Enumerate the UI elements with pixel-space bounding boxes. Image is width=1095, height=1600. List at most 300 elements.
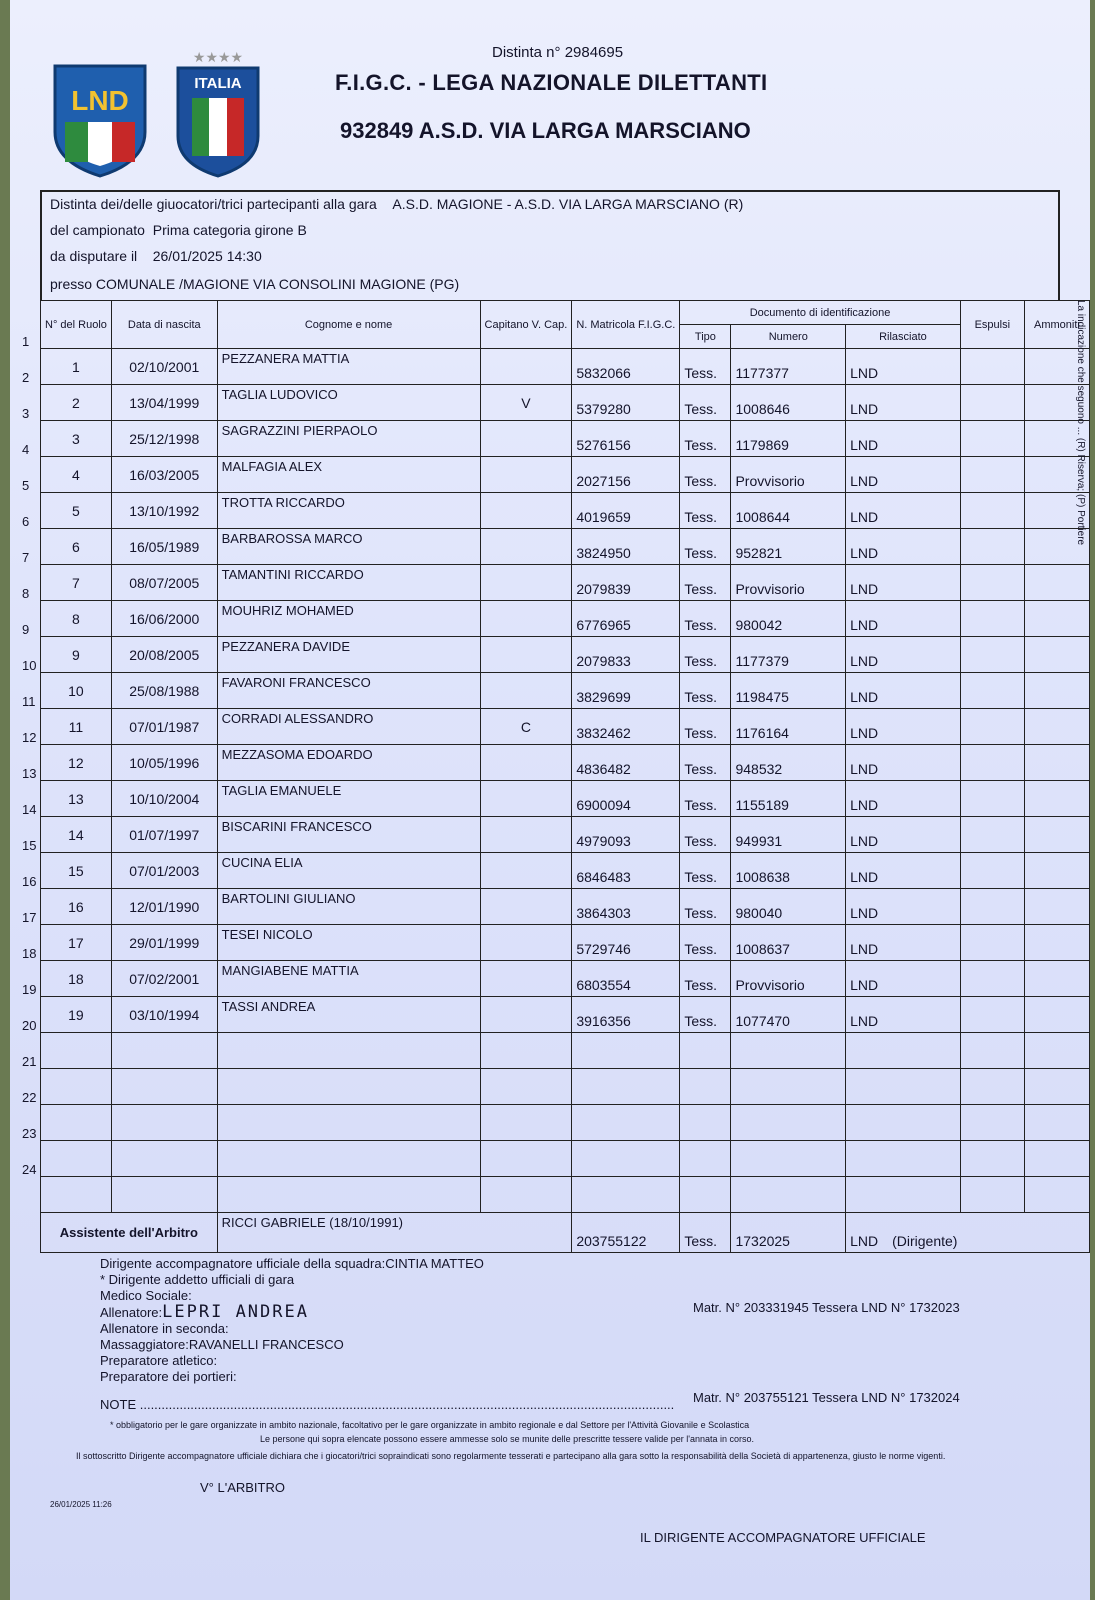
cell-rilasciato: LND [846,421,961,457]
preparatore-portieri-line: Preparatore dei portieri: [100,1369,237,1384]
note-line: NOTE .................................................................................................................................................... [100,1397,675,1412]
row-index: 16 [22,874,37,889]
cell-rilasciato: LND [846,817,961,853]
table-row [41,889,1090,925]
cell-matricola: 6776965 [572,601,680,637]
cell-ruolo: 17 [41,925,112,961]
cell-ruolo: 13 [41,781,112,817]
cell-capitano [480,529,572,565]
cell-numero: 1077470 [731,997,846,1033]
allenatore2-line: Allenatore in seconda: [100,1321,229,1336]
cell-nome: CORRADI ALESSANDRO [217,709,480,745]
row-index: 3 [22,406,30,421]
cell-nome: TROTTA RICCARDO [217,493,480,529]
cell-rilasciato: LND [846,925,961,961]
massaggiatore-line: Massaggiatore:RAVANELLI FRANCESCO [100,1337,344,1352]
cell-numero: 1179869 [731,421,846,457]
cell-nascita: 13/10/1992 [111,493,217,529]
cell-numero: 1008637 [731,925,846,961]
table-row [41,457,1090,493]
cell-nascita: 08/07/2005 [111,565,217,601]
cell-espulsi [960,673,1024,709]
cell-matricola: 3824950 [572,529,680,565]
cell-nascita: 10/05/1996 [111,745,217,781]
cell-numero: 1008644 [731,493,846,529]
cell-matricola [572,1177,680,1213]
info-label: presso [50,276,93,292]
info-line-match [50,196,743,212]
cell-nome: MEZZASOMA EDOARDO [217,745,480,781]
cell-capitano [480,457,572,493]
table-row [41,925,1090,961]
cell-ruolo [41,1033,112,1069]
cell-numero: Provvisorio [731,565,846,601]
team-title: 932849 A.S.D. VIA LARGA MARSCIANO [340,118,751,143]
cell-tipo [680,1141,731,1177]
cell-tipo: Tess. [680,853,731,889]
cell-espulsi [960,1141,1024,1177]
allenatore-label: Allenatore: [100,1305,163,1320]
cell-numero: 949931 [731,817,846,853]
row-index: 11 [22,694,36,709]
table-row [41,853,1090,889]
cell-capitano [480,1033,572,1069]
cell-nome: PEZZANERA DAVIDE [217,637,480,673]
cell-capitano [480,817,572,853]
cell-capitano [480,889,572,925]
cell-ruolo: 12 [41,745,112,781]
cell-numero [731,1141,846,1177]
side-note-text: La indicazione che seguono ... (R) Riserva; (P) Portiere [1075,300,1086,546]
cell-matricola [572,1069,680,1105]
cell-capitano [480,961,572,997]
cell-nascita: 16/05/1989 [111,529,217,565]
cell-nascita: 12/01/1990 [111,889,217,925]
cell-tipo: Tess. [680,457,731,493]
cell-capitano [480,565,572,601]
cell-matricola: 6900094 [572,781,680,817]
cell-capitano: V [480,385,572,421]
cell-ammoniti [1024,1033,1089,1069]
cell-numero: 980042 [731,601,846,637]
cell-rilasciato [846,1105,961,1141]
table-row [41,1033,1090,1069]
cell-espulsi [960,1033,1024,1069]
row-index: 17 [22,910,37,925]
cell-tipo: Tess. [680,997,731,1033]
cell-espulsi [960,745,1024,781]
row-index: 24 [22,1162,37,1177]
cell-nome: CUCINA ELIA [217,853,480,889]
cell-capitano [480,1105,572,1141]
header-numero: Numero [731,325,846,349]
cell-nome: BARTOLINI GIULIANO [217,889,480,925]
cell-matricola: 6846483 [572,853,680,889]
info-line-championship [50,222,307,238]
cell-tipo: Tess. [680,565,731,601]
allenatore-line [100,1304,674,1321]
cell-nascita: 02/10/2001 [111,349,217,385]
table-row [41,745,1090,781]
cell-capitano [480,421,572,457]
cell-matricola: 5379280 [572,385,680,421]
cell-ruolo: 10 [41,673,112,709]
cell-capitano [480,349,572,385]
cell-ruolo: 3 [41,421,112,457]
allenatore-handwritten: LEPRI ANDREA [162,1302,309,1322]
header-nome: Cognome e nome [217,301,480,349]
row-index: 18 [22,946,37,961]
cell-nome [217,1141,480,1177]
lnd-logo [50,62,150,180]
cell-nome [217,1177,480,1213]
cell-rilasciato: LND [846,601,961,637]
assistant-tipo: Tess. [680,1213,731,1253]
cell-nome: TASSI ANDREA [217,997,480,1033]
header-ruolo: N° del Ruolo [41,301,112,349]
cell-rilasciato: LND [846,493,961,529]
cell-espulsi [960,565,1024,601]
cell-rilasciato: LND [846,853,961,889]
cell-tipo: Tess. [680,529,731,565]
cell-rilasciato: LND [846,709,961,745]
cell-matricola: 3864303 [572,889,680,925]
cell-tipo: Tess. [680,781,731,817]
cell-tipo [680,1069,731,1105]
cell-nascita: 03/10/1994 [111,997,217,1033]
cell-matricola: 5832066 [572,349,680,385]
cell-matricola: 2079839 [572,565,680,601]
cell-numero: Provvisorio [731,457,846,493]
cell-numero [731,1069,846,1105]
cell-numero: 1008646 [731,385,846,421]
svg-text:★★★★: ★★★★ [192,50,244,66]
cell-espulsi [960,961,1024,997]
cell-ruolo [41,1105,112,1141]
cell-numero [731,1177,846,1213]
cell-rilasciato: LND [846,781,961,817]
players-body [41,349,1090,1253]
row-index: 6 [22,514,30,529]
cell-nome: BISCARINI FRANCESCO [217,817,480,853]
assistant-ril-value: LND [850,1233,879,1249]
cell-rilasciato [846,1141,961,1177]
cell-matricola [572,1141,680,1177]
table-row [41,1141,1090,1177]
side-note [1072,300,1088,1020]
row-index: 23 [22,1126,37,1141]
header-capitano: Capitano V. Cap. [480,301,572,349]
cell-matricola: 4979093 [572,817,680,853]
cell-espulsi [960,601,1024,637]
cell-tipo: Tess. [680,709,731,745]
cell-numero: 948532 [731,745,846,781]
cell-nascita: 25/08/1988 [111,673,217,709]
cell-nome: BARBAROSSA MARCO [217,529,480,565]
row-index: 13 [22,766,37,781]
cell-ruolo: 4 [41,457,112,493]
cell-matricola [572,1033,680,1069]
matricola-line-1: Matr. N° 203331945 Tessera LND N° 1732023 [693,1300,960,1315]
table-row [41,1105,1090,1141]
cell-tipo: Tess. [680,349,731,385]
assistant-name: RICCI GABRIELE (18/10/1991) [217,1213,572,1253]
table-row [41,1069,1090,1105]
assistant-matricola: 203755122 [572,1213,680,1253]
cell-tipo: Tess. [680,385,731,421]
row-index: 8 [22,586,30,601]
info-label: del campionato [50,222,145,238]
cell-rilasciato: LND [846,889,961,925]
cell-ruolo: 16 [41,889,112,925]
arbitro-signature: V° L'ARBITRO [200,1480,285,1495]
cell-espulsi [960,781,1024,817]
cell-ruolo: 18 [41,961,112,997]
table-row [41,529,1090,565]
preparatore-line: Preparatore atletico: [100,1353,218,1368]
cell-rilasciato: LND [846,961,961,997]
assistant-row [41,1213,1090,1253]
cell-espulsi [960,1069,1024,1105]
table-row [41,1177,1090,1213]
table-row [41,997,1090,1033]
info-value: COMUNALE /MAGIONE VIA CONSOLINI MAGIONE (PG) [95,276,460,292]
assistant-numero: 1732025 [731,1213,846,1253]
info-value: Prima categoria girone B [152,222,307,238]
cell-nome: TAGLIA LUDOVICO [217,385,480,421]
table-row [41,709,1090,745]
cell-tipo [680,1033,731,1069]
cell-ruolo: 1 [41,349,112,385]
info-value: 26/01/2025 14:30 [152,248,262,264]
cell-numero: 1008638 [731,853,846,889]
cell-nascita: 29/01/1999 [111,925,217,961]
table-row [41,421,1090,457]
cell-espulsi [960,853,1024,889]
table-row [41,961,1090,997]
row-index: 22 [22,1090,37,1105]
table-row [41,673,1090,709]
table-row [41,601,1090,637]
cell-nome [217,1033,480,1069]
cell-rilasciato: LND [846,637,961,673]
info-label: Distinta dei/delle giuocatori/trici partecipanti alla gara [50,196,377,212]
row-index: 14 [22,802,37,817]
cell-ruolo: 7 [41,565,112,601]
cell-nascita [111,1105,217,1141]
header-nascita: Data di nascita [111,301,217,349]
cell-capitano: C [480,709,572,745]
info-line-date [50,248,262,264]
cell-nascita [111,1177,217,1213]
cell-capitano [480,1177,572,1213]
cell-tipo: Tess. [680,601,731,637]
cell-nascita [111,1069,217,1105]
cell-rilasciato: LND [846,349,961,385]
cell-capitano [480,637,572,673]
cell-espulsi [960,385,1024,421]
cell-espulsi [960,997,1024,1033]
cell-nome: PEZZANERA MATTIA [217,349,480,385]
match-info [40,190,1060,300]
cell-matricola: 4836482 [572,745,680,781]
cell-rilasciato [846,1069,961,1105]
cell-tipo: Tess. [680,421,731,457]
players-table [40,300,1090,1253]
cell-tipo [680,1105,731,1141]
cell-ruolo: 2 [41,385,112,421]
cell-ammoniti [1024,1141,1089,1177]
cell-matricola: 5276156 [572,421,680,457]
cell-nome: MOUHRIZ MOHAMED [217,601,480,637]
row-index: 19 [22,982,37,997]
cell-ammoniti [1024,1177,1089,1213]
cell-rilasciato: LND [846,997,961,1033]
cell-numero: 1176164 [731,709,846,745]
cell-matricola: 2027156 [572,457,680,493]
cell-rilasciato: LND [846,529,961,565]
table-row [41,637,1090,673]
cell-ruolo [41,1141,112,1177]
cell-capitano [480,673,572,709]
cell-nome [217,1105,480,1141]
cell-numero: 952821 [731,529,846,565]
cell-espulsi [960,457,1024,493]
cell-tipo: Tess. [680,673,731,709]
cell-ruolo: 19 [41,997,112,1033]
cell-espulsi [960,493,1024,529]
document-title: F.I.G.C. - LEGA NAZIONALE DILETTANTI [335,70,768,95]
cell-ruolo: 9 [41,637,112,673]
cell-rilasciato: LND [846,385,961,421]
cell-espulsi [960,421,1024,457]
row-index: 7 [22,550,30,565]
cell-ammoniti [1024,1105,1089,1141]
footer-block [100,1256,674,1413]
cell-matricola: 2079833 [572,637,680,673]
row-index: 12 [22,730,37,745]
medico-line: Medico Sociale: [100,1288,192,1303]
cell-nascita: 25/12/1998 [111,421,217,457]
cell-espulsi [960,637,1024,673]
cell-espulsi [960,889,1024,925]
row-index: 21 [22,1054,37,1069]
cell-ruolo: 6 [41,529,112,565]
table-row [41,493,1090,529]
cell-espulsi [960,349,1024,385]
header-matricola: N. Matricola F.I.G.C. [572,301,680,349]
cell-capitano [480,745,572,781]
assistant-rilasciato [846,1213,1090,1253]
cell-nascita: 01/07/1997 [111,817,217,853]
row-index: 1 [22,334,30,349]
cell-espulsi [960,1105,1024,1141]
header-documento: Documento di identificazione [680,301,960,325]
fine-print-3: Il sottoscritto Dirigente accompagnatore ufficiale dichiara che i giocatori/trici sopraindicati sono regolarmente tesserati e partecipano alla gara sotto la responsabilità della Società di appartenenza, giusto le norme vigenti. [76,1451,946,1461]
cell-matricola: 3832462 [572,709,680,745]
cell-nascita: 20/08/2005 [111,637,217,673]
dirigente-signature: IL DIRIGENTE ACCOMPAGNATORE UFFICIALE [640,1530,926,1545]
cell-espulsi [960,709,1024,745]
row-index: 2 [22,370,30,385]
cell-ruolo: 11 [41,709,112,745]
distinta-number: Distinta n° 2984695 [492,44,624,61]
cell-tipo: Tess. [680,889,731,925]
cell-nascita [111,1033,217,1069]
svg-text:ITALIA: ITALIA [194,75,242,92]
info-line-venue [50,276,459,292]
cell-ruolo [41,1069,112,1105]
cell-numero: 1155189 [731,781,846,817]
header-rilasciato: Rilasciato [846,325,961,349]
cell-nome [217,1069,480,1105]
cell-rilasciato: LND [846,673,961,709]
cell-capitano [480,493,572,529]
cell-nome: TAMANTINI RICCARDO [217,565,480,601]
cell-nome: FAVARONI FRANCESCO [217,673,480,709]
table-row [41,817,1090,853]
assistant-ril-note: (Dirigente) [892,1233,958,1249]
cell-tipo [680,1177,731,1213]
dirigente-line: Dirigente accompagnatore ufficiale della squadra:CINTIA MATTEO [100,1256,484,1271]
cell-nascita: 07/02/2001 [111,961,217,997]
table-row [41,385,1090,421]
cell-matricola: 3916356 [572,997,680,1033]
table-row [41,565,1090,601]
row-index: 20 [22,1018,37,1033]
cell-nascita: 16/03/2005 [111,457,217,493]
cell-matricola [572,1105,680,1141]
cell-numero [731,1033,846,1069]
cell-espulsi [960,925,1024,961]
cell-numero: 1177377 [731,349,846,385]
header-espulsi: Espulsi [960,301,1024,349]
cell-matricola: 3829699 [572,673,680,709]
cell-tipo: Tess. [680,961,731,997]
cell-numero: 1177379 [731,637,846,673]
cell-tipo: Tess. [680,637,731,673]
addetto-line: * Dirigente addetto ufficiali di gara [100,1272,295,1287]
cell-capitano [480,997,572,1033]
info-label: da disputare il [50,248,138,264]
cell-capitano [480,853,572,889]
note-label: NOTE [100,1397,137,1412]
print-timestamp: 26/01/2025 11:26 [50,1500,112,1509]
cell-capitano [480,1069,572,1105]
cell-nascita: 16/06/2000 [111,601,217,637]
row-index: 4 [22,442,30,457]
cell-rilasciato: LND [846,745,961,781]
cell-nome: MANGIABENE MATTIA [217,961,480,997]
header-ammoniti: Ammoniti [1024,301,1089,349]
cell-nascita: 13/04/1999 [111,385,217,421]
cell-rilasciato: LND [846,457,961,493]
cell-matricola: 6803554 [572,961,680,997]
cell-nome: MALFAGIA ALEX [217,457,480,493]
cell-nascita: 07/01/2003 [111,853,217,889]
cell-nome: SAGRAZZINI PIERPAOLO [217,421,480,457]
fine-print-1: * obbligatorio per le gare organizzate in ambito nazionale, facoltativo per le gare organizzate in ambito regionale e dal Settore per l'Attività Giovanile e Scolastica [110,1420,750,1430]
cell-espulsi [960,529,1024,565]
matricola-line-2: Matr. N° 203755121 Tessera LND N° 1732024 [693,1390,960,1405]
cell-numero: Provvisorio [731,961,846,997]
italia-logo [168,48,268,180]
cell-capitano [480,925,572,961]
cell-tipo: Tess. [680,493,731,529]
cell-tipo: Tess. [680,745,731,781]
cell-capitano [480,1141,572,1177]
distinta-sheet [10,0,1090,1600]
